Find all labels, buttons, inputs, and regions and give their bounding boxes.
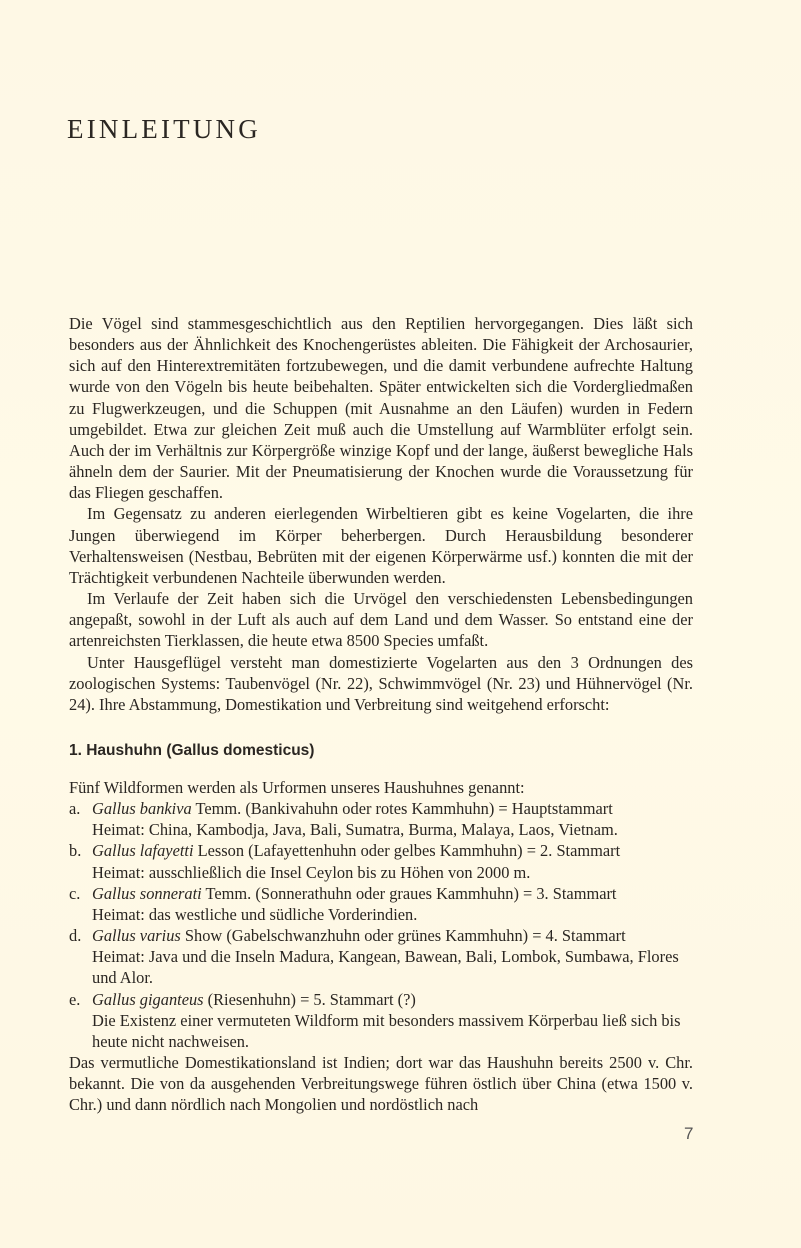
section-intro: Fünf Wildformen werden als Urformen unseres Haushuhnes genannt: — [69, 777, 525, 797]
species-habitat: Heimat: Java und die Inseln Madura, Kangean, Bawean, Bali, Lombok, Sumbawa, Flores und Alor. — [92, 947, 679, 988]
paragraph-adaptation: Im Verlaufe der Zeit haben sich die Urvögel den verschiedensten Lebensbedingungen angepaßt, sowohl in der Luft als auch auf dem Land und dem Wasser. So entstand eine der artenreichsten Tierklassen, die heute etwa 8500 Species umfaßt. — [69, 589, 693, 651]
species-description: (Riesenhuhn) = 5. Stammart (?) — [203, 989, 416, 1009]
list-item — [69, 989, 693, 1052]
list-marker: b. — [69, 841, 82, 861]
list-marker: e. — [69, 989, 81, 1009]
list-marker: c. — [69, 883, 81, 903]
list-item — [69, 883, 693, 925]
scientific-name: Gallus lafayetti — [92, 841, 194, 861]
list-item — [69, 925, 693, 988]
paragraph-reproduction: Im Gegensatz zu anderen eierlegenden Wirbeltieren gibt es keine Vogelarten, die ihre Jungen überwiegend im Körper beherbergen. Durch Herausbildung besonderer Verhaltensweisen (Nestbau, Bebrüten mit der eigenen Körperwärme usf.) konnten die mit der Trächtigkeit verbundenen Nachteile überwunden werden. — [69, 504, 693, 587]
species-habitat: Die Existenz einer vermuteten Wildform mit besonders massivem Körperbau ließ sich bis heute nicht nachweisen. — [92, 1010, 681, 1051]
scientific-name: Gallus giganteus — [92, 989, 204, 1009]
species-description: Lesson (Lafayettenhuhn oder gelbes Kammhuhn) = 2. Stammart — [193, 841, 621, 861]
section-heading: 1. Haushuhn (Gallus domesticus) — [69, 741, 315, 759]
chapter-title: EINLEITUNG — [67, 114, 261, 144]
scientific-name: Gallus sonnerati — [92, 883, 202, 903]
list-marker: d. — [69, 926, 82, 946]
species-habitat: Heimat: China, Kambodja, Java, Bali, Sumatra, Burma, Malaya, Laos, Vietnam. — [92, 820, 618, 840]
scientific-name: Gallus bankiva — [92, 799, 192, 819]
species-habitat: Heimat: das westliche und südliche Vorderindien. — [92, 904, 418, 924]
list-item — [69, 840, 693, 882]
paragraph-origin: Die Vögel sind stammesgeschichtlich aus den Reptilien hervorgegangen. Dies läßt sich besonders aus der Ähnlichkeit des Knochengerüstes ableiten. Die Fähigkeit der Archosaurier, sich auf den Hinterextremitäten fortzubewegen, und die damit verbundene aufrechte Haltung wurde von den Vögeln bis heute beibehalten. Später entwickelten sich die Vordergliedmaßen zu Flugwerkzeugen, und die Schuppen (mit Ausnahme an den Läufen) wurden in Federn umgebildet. Etwa zur gleichen Zeit muß auch die Umstellung auf Warmblüter erfolgt sein. Auch der im Verhältnis zur Körpergröße winzige Kopf und der lange, äußerst bewegliche Hals ähneln dem der Saurier. Mit der Pneumatisierung der Knochen wurde die Voraussetzung für das Fliegen geschaffen. — [69, 314, 693, 503]
list-marker: a. — [69, 799, 81, 819]
paragraph-domestication: Das vermutliche Domestikationsland ist Indien; dort war das Haushuhn bereits 2500 v. Chr. bekannt. Die von da ausgehenden Verbreitungswege führen östlich über China (etwa 1500 v. Chr.) und dann nördlich nach Mongolien und nordöstlich nach — [69, 1053, 693, 1115]
species-description: Temm. (Sonnerathuhn oder graues Kammhuhn) = 3. Stammart — [201, 883, 617, 903]
list-item — [69, 798, 693, 840]
body-text — [69, 313, 693, 1115]
scientific-name: Gallus varius — [92, 926, 181, 946]
paragraph-poultry-orders: Unter Hausgeflügel versteht man domestizierte Vogelarten aus den 3 Ordnungen des zoologischen Systems: Taubenvögel (Nr. 22), Schwimmvögel (Nr. 23) und Hühnervögel (Nr. 24). Ihre Abstammung, Domestikation und Verbreitung sind weitgehend erforscht: — [69, 652, 693, 714]
species-habitat: Heimat: ausschließlich die Insel Ceylon bis zu Höhen von 2000 m. — [92, 862, 531, 882]
species-description: Temm. (Bankivahuhn oder rotes Kammhuhn) = Hauptstammart — [191, 799, 613, 819]
species-description: Show (Gabelschwanzhuhn oder grünes Kammhuhn) = 4. Stammart — [180, 926, 626, 946]
page-number: 7 — [684, 1124, 694, 1143]
